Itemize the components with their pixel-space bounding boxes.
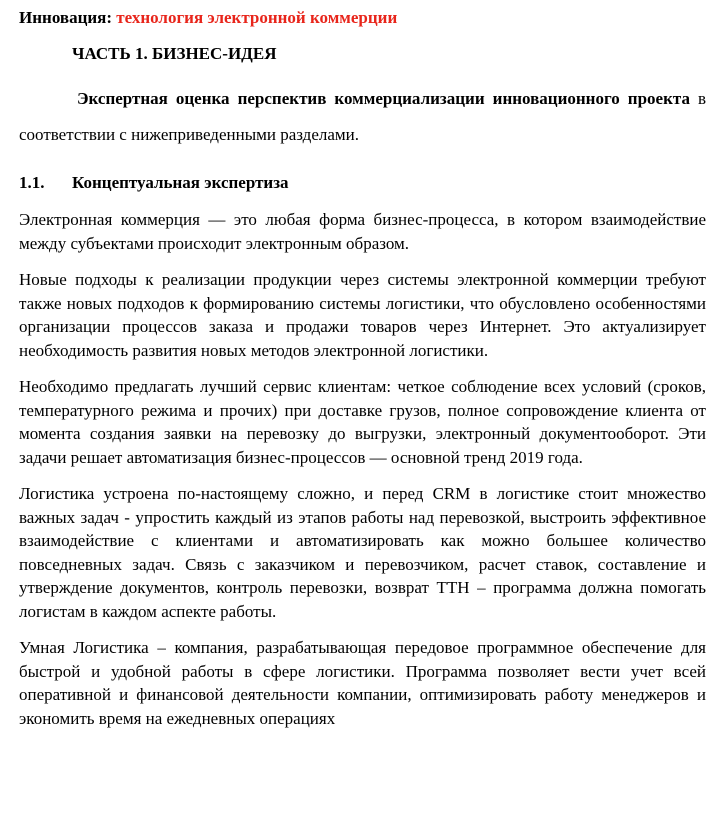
innovation-heading xyxy=(19,6,706,30)
part-title: ЧАСТЬ 1. БИЗНЕС-ИДЕЯ xyxy=(72,44,277,63)
intro-bold-text: Экспертная оценка перспектив коммерциализации инновационного проекта xyxy=(77,89,690,108)
intro-paragraph xyxy=(19,81,706,153)
body-paragraph: Необходимо предлагать лучший сервис клиентам: четкое соблюдение всех условий (сроков, температурного режима и прочих) при доставке грузов, полное сопровождение клиента от момента создания заявки на перевозку до выгрузки, электронный документооборот. Эти задачи решает автоматизация бизнес-процессов — основной тренд 2019 года. xyxy=(19,377,706,467)
body-paragraph: Умная Логистика – компания, разрабатывающая передовое программное обеспечение для быстрой и удобной работы в сфере логистики. Программа позволяет вести учет всей оперативной и финансовой деятельности компании, оптимизировать работу менеджеров и экономить время на ежедневных операциях xyxy=(19,638,706,728)
document-page xyxy=(0,6,720,823)
intro-rest-text: в соответствии с нижеприведенными разделами. xyxy=(19,89,707,144)
body-paragraph: Электронная коммерция — это любая форма бизнес-процесса, в котором взаимодействие между субъектами происходит электронным образом. xyxy=(19,210,706,253)
body-paragraph: Логистика устроена по-настоящему сложно, и перед CRM в логистике стоит множество важных задач - упростить каждый из этапов работы над перевозкой, выстроить эффективное взаимодействие с клиентами и автоматизировать как можно большее количество повседневных задач. Связь с заказчиком и перевозчиком, расчет ставок, составление и утверждение документов, контроль перевозки, возврат ТТН – программа должна помогать логистам в каждом аспекте работы. xyxy=(19,484,706,621)
innovation-label: Инновация: xyxy=(19,8,113,27)
section-title: Концептуальная экспертиза xyxy=(72,173,289,192)
section-number: 1.1. xyxy=(19,173,45,192)
body-paragraph: Новые подходы к реализации продукции через системы электронной коммерции требуют также новых подходов к формированию системы логистики, что обусловлено особенностями организации процессов заказа и продажи товаров через Интернет. Это актуализирует необходимость развития новых методов электронной логистики. xyxy=(19,270,706,360)
section-heading xyxy=(19,171,706,195)
innovation-subject: технология электронной коммерции xyxy=(116,8,398,27)
